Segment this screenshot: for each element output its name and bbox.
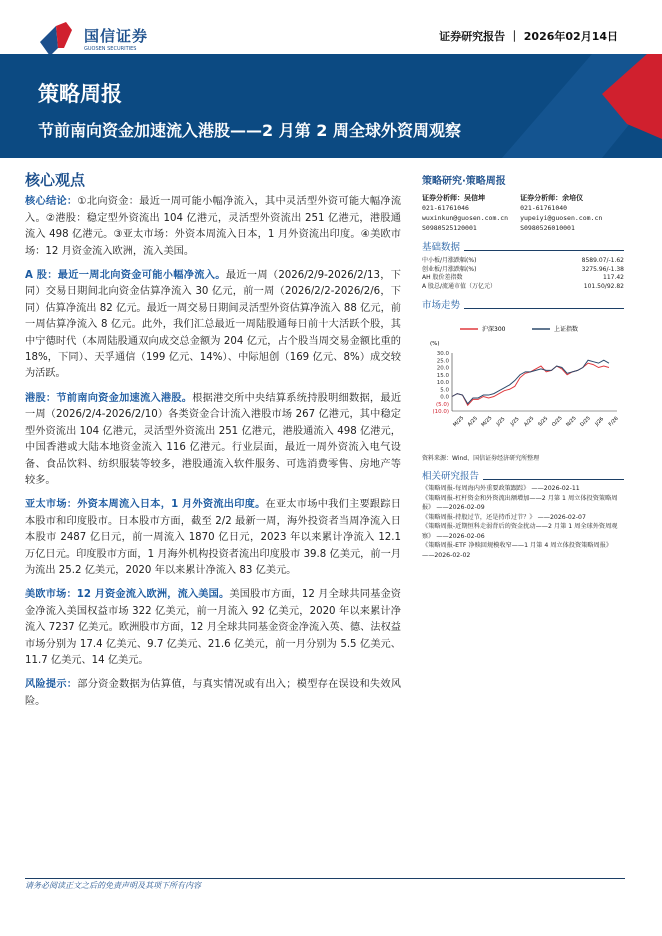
analyst-phone: 021-61761040 [520,204,568,212]
market-trend-heading [422,297,624,311]
core-views-heading: 核心观点 [25,171,86,189]
basic-value: 8589.07/-1.62 [581,257,624,264]
y-tick-label: 10.0 [436,380,449,386]
x-tick-label: O/25 [550,415,564,429]
y-tick-label: 25.0 [436,358,449,365]
x-tick-label: A/25 [522,415,536,428]
paragraph [25,587,401,669]
related-report-link[interactable]: 《策略周报-每周海内外重要政策跟踪》 ——2026-02-11 [422,485,580,492]
basic-data-table [422,257,624,291]
paragraph-lead: 港股：节前南向资金加速流入港股。 [25,392,193,404]
y-tick-label: 0.0 [440,394,449,401]
legend-label: 沪深300 [482,326,506,333]
core-views [25,172,401,718]
basic-key: A 股总/流通市值（万亿元） [422,282,497,290]
basic-data-row [422,257,624,266]
basic-data-heading [422,239,624,253]
related-report-link[interactable]: 《策略周报-杠杆资金和外资流出额增加——2 月第 1 周立体投资策略周报》 ——2026-02-09 [422,494,618,511]
logo-en: GUOSEN SECURITIES [84,45,137,52]
x-tick-label: S/25 [537,415,550,428]
analyst-email[interactable]: yupeiyi@guosen.com.cn [520,214,603,222]
analyst-name: 证券分析师：吴信坤 [422,194,485,202]
report-date: 2026年02月14日 [523,30,618,43]
legend-label: 上证指数 [554,326,579,333]
x-tick-label: F/26 [607,415,620,428]
paragraph-text: 美国股市方面，12 月全球共同基金资金净流入美国权益市场 322 亿美元，前一月流入 92 亿美元，2020 年以来累计净流入 7237 亿美元。欧洲股市方面，12 月全球共同基金资金净流入英、德、法权益市场分别为 17.4 亿美元、9.7 亿美元、21.6 亿美元，前一月分别为 5.5 亿美元、11.7 亿美元、14 亿美元。 [25,589,401,666]
y-tick-label: 30.0 [436,351,449,357]
y-axis-label: (%) [430,341,440,347]
y-tick-label: 20.0 [436,365,449,372]
paragraph [25,391,401,489]
analyst-1 [422,193,508,233]
logo-cn: 国信证券 [84,26,149,45]
paragraph-text: 在亚太市场中我们主要跟踪日本股市和印度股市。日本股市方面，截至 2/2 最新一周，海外投资者当周净流入日本股市 2487 亿日元，前一周流入 1870 亿日元，2023 年以来累计净流入 12.1 万亿日元。印度股市方面，1 月海外机构投资者流出印度股市 39.8 亿美元，前一月为流出 25.2 亿美元，2020 年以来累计净流入 83 亿美元。 [25,499,401,576]
paragraph-text: 根据港交所中央结算系统持股明细数据，最近一周（2026/2/4-2026/2/10）各类资金合计流入港股市场 267 亿港元，其中稳定型外资流出 104 亿港元，灵活型外资流出 251 亿港元，港股通流入 498 亿港元，中国香港或大陆本地资金流入 116 亿港元。行业层面，最近一周外资流入电气设备、食品饮料、纺织服装等较多，港股通流入软件服务、可选消费零售、房地产等较多。 [25,392,402,486]
basic-value: 101.50/92.82 [583,282,624,290]
related-report-link[interactable]: 《策略周报-持股过节，还是持币过节？》 ——2026-02-07 [422,513,586,521]
y-tick-label: 5.0 [440,387,449,394]
analyst-cert: S0980525120001 [422,224,477,232]
report-type: 证券研究报告 [439,30,506,43]
section-title: 基础数据 [422,242,461,253]
x-tick-label: D/25 [579,415,592,429]
x-tick-label: M/25 [480,415,494,429]
sidebar [422,172,624,560]
y-tick-label: 15.0 [436,372,449,379]
analyst-email[interactable]: wuxinkun@guosen.com.cn [422,214,509,222]
basic-key: 中小板/月涨跌幅(%) [422,257,477,264]
related-reports [422,484,624,560]
footer-disclaimer: 请务必阅读正文之后的免责声明及其项下所有内容 [25,881,201,890]
basic-value: 3275.96/-1.38 [581,265,624,273]
analyst-phone: 021-61761046 [422,204,469,212]
section-title: 市场走势 [422,300,461,311]
page-title: 策略周报 [38,82,122,106]
y-tick-label: (10.0) [432,409,449,415]
market-trend-chart [422,311,624,451]
banner-decoration-icon [442,54,662,158]
basic-key: 创业板/月涨跌幅(%) [422,265,477,273]
title-banner [0,54,662,158]
paragraph [25,677,401,710]
basic-key: AH 股价差指数 [422,274,463,281]
series-line [452,360,609,404]
analysts [422,193,624,233]
basic-data-row [422,266,624,275]
page-subtitle: 节前南向资金加速流入港股——2 月第 2 周全球外资周观察 [38,121,461,140]
analyst-2 [520,193,602,233]
analyst-name: 证券分析师：余培仪 [520,194,584,202]
paragraph-lead: 亚太市场：外资本周流入日本，1 月外资流出印度。 [25,499,266,511]
paragraph [25,268,401,383]
footer-divider [25,878,625,879]
basic-data-row [422,283,624,292]
paragraph-text: ①北向资金：最近一周可能小幅净流入，其中灵活型外资可能大幅净流入。②港股：稳定型外资流出 104 亿港元，灵活型外资流出 251 亿港元，港股通流入 498 亿港元。③亚太市场：外资本周流入日本，1 月外资流出印度。④美欧市场：12 月资金流入欧洲，流入美国。 [25,196,402,257]
related-heading [422,468,624,482]
chart-source: 资料来源：Wind、国信证券经济研究所整理 [422,455,540,462]
paragraph-lead: 风险提示： [25,679,78,691]
logo [38,18,148,58]
paragraph-text: 最近一周（2026/2/9-2026/2/13，下同）交易日期间北向资金估算净流入 30 亿元，前一周（2026/2/2-2026/2/6，下同）估算净流出 82 亿元。最近一周交易日期间灵活型外资估算净流入 88 亿元，前一周估算净流入 8 亿元。此外，我们汇总最近一周陆股通每日前十大活跃个股，其中宁德时代（本周陆股通双向成交总金额为 204 亿元，占个股当周交易金额比重的 18%，下同）、天孚通信（199 亿元、14%）、中际旭创（169 亿元、8%）成交较为活跃。 [25,270,401,380]
paragraph-lead: 核心结论： [25,196,78,208]
related-report-link[interactable]: 《策略周报-ETF 净赎回规模收窄——1 月第 4 周立体投资策略周报》 ——2026-02-02 [422,542,613,559]
x-tick-label: J/25 [509,416,521,428]
basic-data-row [422,274,624,283]
x-tick-label: N/25 [565,415,578,428]
analyst-cert: S0980526010001 [520,224,575,232]
paragraph [25,497,401,579]
paragraph [25,194,401,260]
guosen-logo-icon [38,18,78,58]
related-report-link[interactable]: 《策略周报-近期恒科走弱背后的资金扰动——2 月第 1 周全球外资周观察》 ——2026-02-06 [422,523,618,540]
basic-value: 117.42 [603,274,624,281]
sidebar-heading: 策略研究·策略周报 [422,176,506,187]
paragraph-text: 部分资金数据为估算值，与真实情况或有出入；模型存在误设和失效风险。 [25,679,402,707]
x-tick-label: A/25 [466,415,479,428]
paragraph-lead: 美欧市场：12 月资金流入欧洲，流入美国。 [25,589,230,601]
x-tick-label: J/25 [495,416,507,428]
paragraph-lead: A 股：最近一周北向资金可能小幅净流入。 [25,270,226,282]
x-tick-label: J/26 [594,416,606,428]
y-tick-label: (5.0) [435,401,449,408]
series-line [452,363,609,405]
section-title: 相关研究报告 [422,471,480,482]
report-meta: 证券研究报告 ｜ 2026年02月14日 [439,30,618,43]
x-tick-label: M/25 [452,415,466,429]
